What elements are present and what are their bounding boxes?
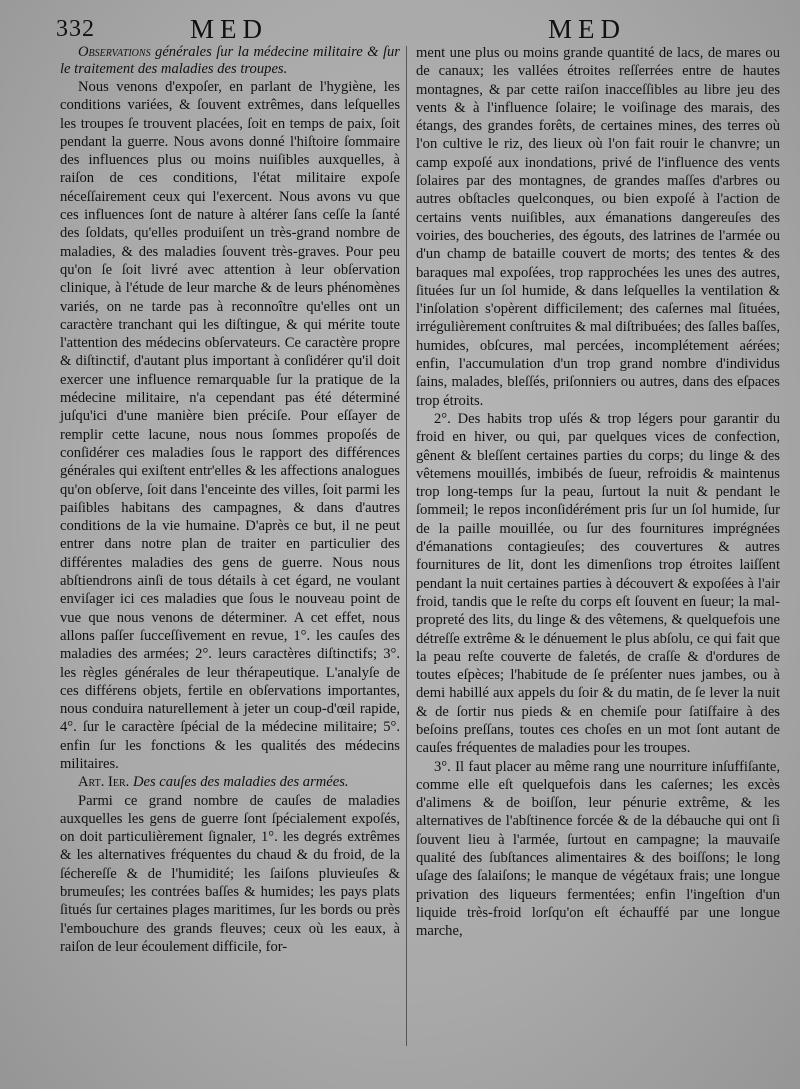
running-head-left: MED [190,14,268,44]
left-column [60,44,400,956]
section-title [60,44,400,78]
right-column [416,44,780,941]
page-number: 332 [56,16,95,42]
running-head-right: MED [548,14,626,44]
paragraph: ment une plus ou moins grande quantité de lacs, de mares ou de canaux; les vallées étroites reſſerrées entre de hautes montagnes, & par cette raiſon inacceſſibles au libre jeu des vents & à l'influence ſolaire; le voiſinage des marais, des étangs, des grandes forêts, de certaines mines, des terres où l'on cultive le riz, des lieux où l'on fait rouir le chanvre; un camp expoſé aux inondations, privé de l'influence des vents ſolaires par des montagnes, de grandes maſſes d'arbres ou autres obſtacles quelconques, ou bien expoſé à l'action de certains vents nuiſibles, aux émanations dangereuſes des voiries, des boucheries, des égouts, des latrines de l'armée ou d'un champ de bataille couvert de morts; des tentes & des baraques mal expoſées, trop rapprochées les unes des autres, ſituées ſur un ſol humide, & dans leſquelles la ventilation & l'inſolation s'opèrent difficilement; des caſernes mal ſituées, irrégulièrement conſtruites & mal diſtribuées; des ſalles baſſes, humides, obſcures, mal percées, incomplétement aérées; enfin, l'accumulation d'un trop grand nombre d'individus ſains, malades, bleſſés, priſonniers ou autres, dans des eſpaces trop étroits. [416,45,780,409]
section-title-rest: générales ſur la médecine militaire & ſur le traitement des maladies des troupes. [60,44,400,77]
paragraph: Parmi ce grand nombre de cauſes de maladies auxquelles les gens de guerre ſont ſpécialement expoſés, on doit particulièrement ſignaler, 1°. les degrés extrêmes & les alternatives fréquentes du chaud & du froid, de la ſéchereſſe & de l'humidité; les ſaiſons pluvieuſes & brumeuſes; les contrées baſſes & humides; les pays plats ſitués ſur certaines plages maritimes, ſur les bords ou près l'embouchure des grands fleuves; ceux où les eaux, à raiſon de leur écoulement difficile, for- [60,792,400,955]
section-title-lead: Observations [78,44,151,60]
column-divider [406,46,407,1046]
paragraph: Nous venons d'expoſer, en parlant de l'hygiène, les conditions variées, & ſouvent extrêmes, dans leſquelles les troupes ſe trouvent placées, ſoit en temps de paix, ſoit pendant la guerre. Nous avons donné l'hiſtoire ſommaire des influences plus ou moins nuiſibles auxquelles, à raiſon de ces conditions, l'état militaire expoſe néceſſairement ceux qui l'exercent. Nous avons vu que ces influences ſont de nature à altérer ſans ceſſe la ſanté des ſoldats, qu'elles produiſent un très-grand nombre de maladies, & des maladies ſouvent très-graves. Pour peu qu'on ſe ſoit livré avec attention à leur obſervation clinique, à l'étude de leur marche & de leurs phénomènes variés, on ne tarde pas à reconnoître qu'elles ont un caractère tranchant qui les diſtingue, & qui mérite toute l'attention des médecins obſervateurs. Ce caractère propre & diſtinctif, d'autant plus important à conſidérer qu'il doit exercer une influence remarquable ſur la pratique de la médecine militaire, n'a cependant pas été déterminé juſqu'ici d'une manière bien préciſe. Pour eſſayer de remplir cette lacune, nous nous ſommes propoſés de conſidérer ces maladies ſous le rapport des différences générales qui exiſtent entr'elles & les affections analogues qu'on obſerve, ſoit dans l'enceinte des villes, ſoit parmi les paiſibles habitans des campagnes, & dans d'autres conditions de la vie humaine. D'après ce but, il ne peut entrer dans notre plan de traiter en particulier des différentes maladies des gens de guerre. Nous nous abſtiendrons ainſi de tous détails à cet égard, ne voulant enviſager ici ces maladies que ſous le nouveau point de vue que nous venons de déterminer. A cet effet, nous allons paſſer ſucceſſivement en revue, 1°. les cauſes des maladies des armées; 2°. leurs caractères diſtinctifs; 3°. les règles générales de leur thérapeutique. L'analyſe de ces différens objets, fertile en obſervations importantes, nous conduira naturellement à jeter un coup-d'œil rapide, 4°. ſur le caractère ſpécial de la médecine militaire; 5°. enfin ſur les fonctions & les qualités des médecins militaires. [60,79,400,772]
page-header [0,10,800,46]
article-title: Des cauſes des maladies des armées. [129,774,349,791]
article-heading [60,773,400,791]
paragraph: 2°. Des habits trop uſés & trop légers pour garantir du froid en hiver, ou qui, par quelques vices de confection, gênent & bleſſent certaines parties du corps; du linge & des vêtemens mouillés, imbibés de ſueur, refroidis & maintenus trop long-temps ſur la peau, ſurtout la nuit & pendant le ſommeil; le repos inconſidérément pris ſur un ſol humide, ſur de la paille mouillée, ou ſur des fournitures imprégnées d'émanations contagieuſes; des couvertures & autres fournitures de lit, dont les dimenſions trop étroites laiſſent pendant la nuit certaines parties à découvert & expoſées à l'air froid, tandis que le reſte du corps eſt ſouvent en ſueur; la mal-propreté des lits, du linge & des vêtemens, & quelquefois une détreſſe extrême & le dénuement le plus abſolu, ce qui fait que la peau reſte couverte de faletés, de craſſe & d'ordures de toutes eſpèces; l'habitude de ſe préſenter nues jambes, ou à demi habillé aux appels du ſoir & du matin, de ſe lever la nuit & de ſortir nus pieds & en chemiſe pour ſatiſfaire à des beſoins preſſans, toutes ces choſes en un mot ſont autant de cauſes fréquentes de maladies pour les troupes. [416,410,780,757]
paragraph: 3°. Il faut placer au même rang une nourriture inſuffiſante, comme elle eſt quelquefois dans les caſernes; les excès d'alimens & de boiſſon, leur pénurie extrême, & les alternatives de l'abſtinence forcée & de la débauche qui ont ſi ſouvent lieu à l'armée, ſurtout en campagne; la mauvaiſe qualité des ſubſtances alimentaires & des boiſſons; le long uſage des ſalaiſons; le manque de végétaux frais; une longue privation des liqueurs fermentées; enfin l'ingeſtion d'un liquide très-froid lorſqu'on eſt échauffé par une longue marche, [416,758,780,940]
article-label: Art. Ier. [78,774,130,791]
